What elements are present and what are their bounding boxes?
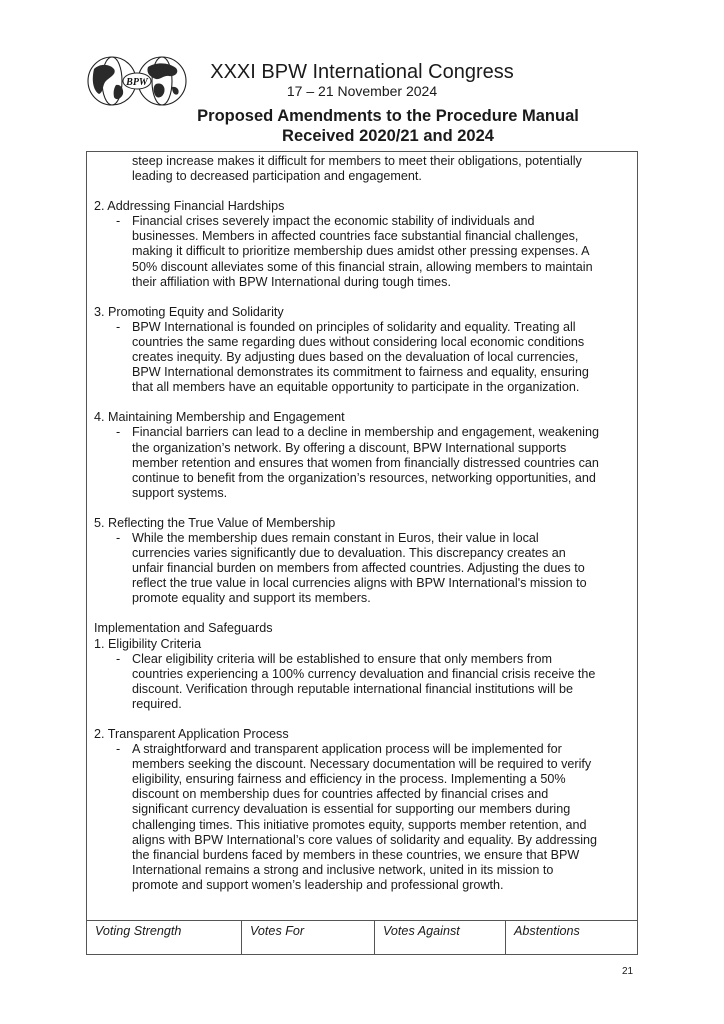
text-line: steep increase makes it difficult for members to meet their obligations, potentially	[132, 154, 582, 168]
text-line: countries the same regarding dues without considering local economic conditions	[132, 334, 585, 349]
text-line: the financial burdens faced by members in these countries, we ensure that BPW	[132, 847, 580, 862]
text-line: currencies varies significantly due to devaluation. This discrepancy creates an	[132, 546, 566, 561]
voting-table	[86, 920, 638, 955]
text-line: countries experiencing a 100% currency devaluation and financial crisis receive the	[132, 666, 596, 681]
page-number: 21	[622, 966, 634, 977]
bullet-line: - While the membership dues remain constant in Euros, their value in local	[116, 530, 539, 545]
voting-strength-cell: Voting Strength	[87, 921, 242, 955]
text-line: continue to benefit from the organization’s resources, networking opportunities, and	[132, 470, 596, 485]
text-line: member retention and ensures that women from financially distressed countries can	[132, 455, 599, 470]
dash-bullet: -	[116, 319, 121, 334]
text-line: support systems.	[132, 485, 228, 500]
text-line: discount on membership dues for countries affected by financial crises and	[132, 787, 549, 802]
text-line: required.	[132, 696, 182, 711]
dash-bullet: -	[116, 530, 121, 545]
text-line: unfair financial burden on members from affected countries. Adjusting the dues to	[132, 561, 585, 576]
section-application-process	[94, 727, 634, 893]
dash-bullet: -	[116, 742, 121, 757]
section-implementation	[94, 621, 634, 712]
text-line: that all members have an equitable opportunity to participate in the organization.	[132, 380, 580, 395]
text-line: making it difficult to prioritize membership dues amidst other pressing expenses. A	[132, 244, 590, 259]
bullet-line: - Clear eligibility criteria will be established to ensure that only members from	[116, 651, 552, 666]
text-line: leading to decreased participation and engagement.	[132, 169, 422, 184]
section-equity-solidarity	[94, 305, 634, 396]
text-line: promote and support women’s leadership and professional growth.	[132, 877, 504, 892]
voting-table-row	[87, 921, 638, 955]
congress-title: XXXI BPW International Congress	[210, 61, 514, 83]
text-line: discount. Verification through reputable international financial institutions will be	[132, 681, 574, 696]
svg-text:BPW: BPW	[126, 77, 148, 88]
text-line: members seeking the discount. Necessary documentation will be required to verify	[132, 757, 592, 772]
text-line: reflect the true value in local currencies aligns with BPW International's mission to	[132, 576, 587, 591]
intro-continuation	[94, 154, 634, 184]
bullet-line: - A straightforward and transparent application process will be implemented for	[116, 742, 562, 757]
votes-against-cell: Votes Against	[375, 921, 506, 955]
dash-bullet: -	[116, 425, 121, 440]
dash-bullet: -	[116, 651, 121, 666]
text-line: eligibility, ensuring fairness and efficiency in the process. Implementing a 50%	[132, 772, 566, 787]
text-line: the organization’s network. By offering a discount, BPW International supports	[132, 440, 567, 455]
text-line: significant currency devaluation is essential for supporting our members during	[132, 802, 571, 817]
section-membership-engagement	[94, 410, 634, 501]
document-body	[94, 154, 634, 893]
section-true-value	[94, 516, 634, 607]
section-heading: 1. Eligibility Criteria	[94, 636, 202, 651]
section-heading: 5. Reflecting the True Value of Membership	[94, 515, 336, 530]
section-heading: 4. Maintaining Membership and Engagement	[94, 410, 345, 425]
text-line: their affiliation with BPW International during tough times.	[132, 274, 451, 289]
text-line: aligns with BPW International’s core values of solidarity and equality. By addressing	[132, 832, 598, 847]
text-line: promote equality and support its members.	[132, 591, 371, 606]
abstentions-cell: Abstentions	[506, 921, 638, 955]
text-line: creates inequity. By adjusting dues based on the devaluation of local currencies,	[132, 350, 579, 365]
text-line: challenging times. This initiative promotes equity, supports member retention, and	[132, 817, 587, 832]
text-line: 50% discount alleviates some of this financial strain, allowing members to maintain	[132, 259, 593, 274]
congress-dates: 17 – 21 November 2024	[286, 83, 438, 99]
bullet-line: - BPW International is founded on principles of solidarity and equality. Treating all	[116, 319, 576, 334]
text-line: International remains a strong and inclusive network, united in its mission to	[132, 862, 554, 877]
section-heading: 3. Promoting Equity and Solidarity	[94, 304, 284, 319]
implementation-title: Implementation and Safeguards	[94, 621, 273, 636]
bullet-line: - Financial crises severely impact the economic stability of individuals and	[116, 214, 535, 229]
dash-bullet: -	[116, 214, 121, 229]
section-heading: 2. Transparent Application Process	[94, 727, 289, 741]
bullet-line: - Financial barriers can lead to a decline in membership and engagement, weakening	[116, 425, 599, 440]
document-subtitle: Received 2020/21 and 2024	[282, 127, 494, 145]
text-line: BPW International demonstrates its commitment to fairness and equality, ensuring	[132, 365, 589, 380]
votes-for-cell: Votes For	[242, 921, 375, 955]
section-heading: 2. Addressing Financial Hardships	[94, 199, 285, 214]
section-financial-hardships	[94, 199, 634, 290]
text-line: businesses. Members in affected countries face substantial financial challenges,	[132, 229, 579, 244]
document-title: Proposed Amendments to the Procedure Manual	[197, 107, 579, 125]
